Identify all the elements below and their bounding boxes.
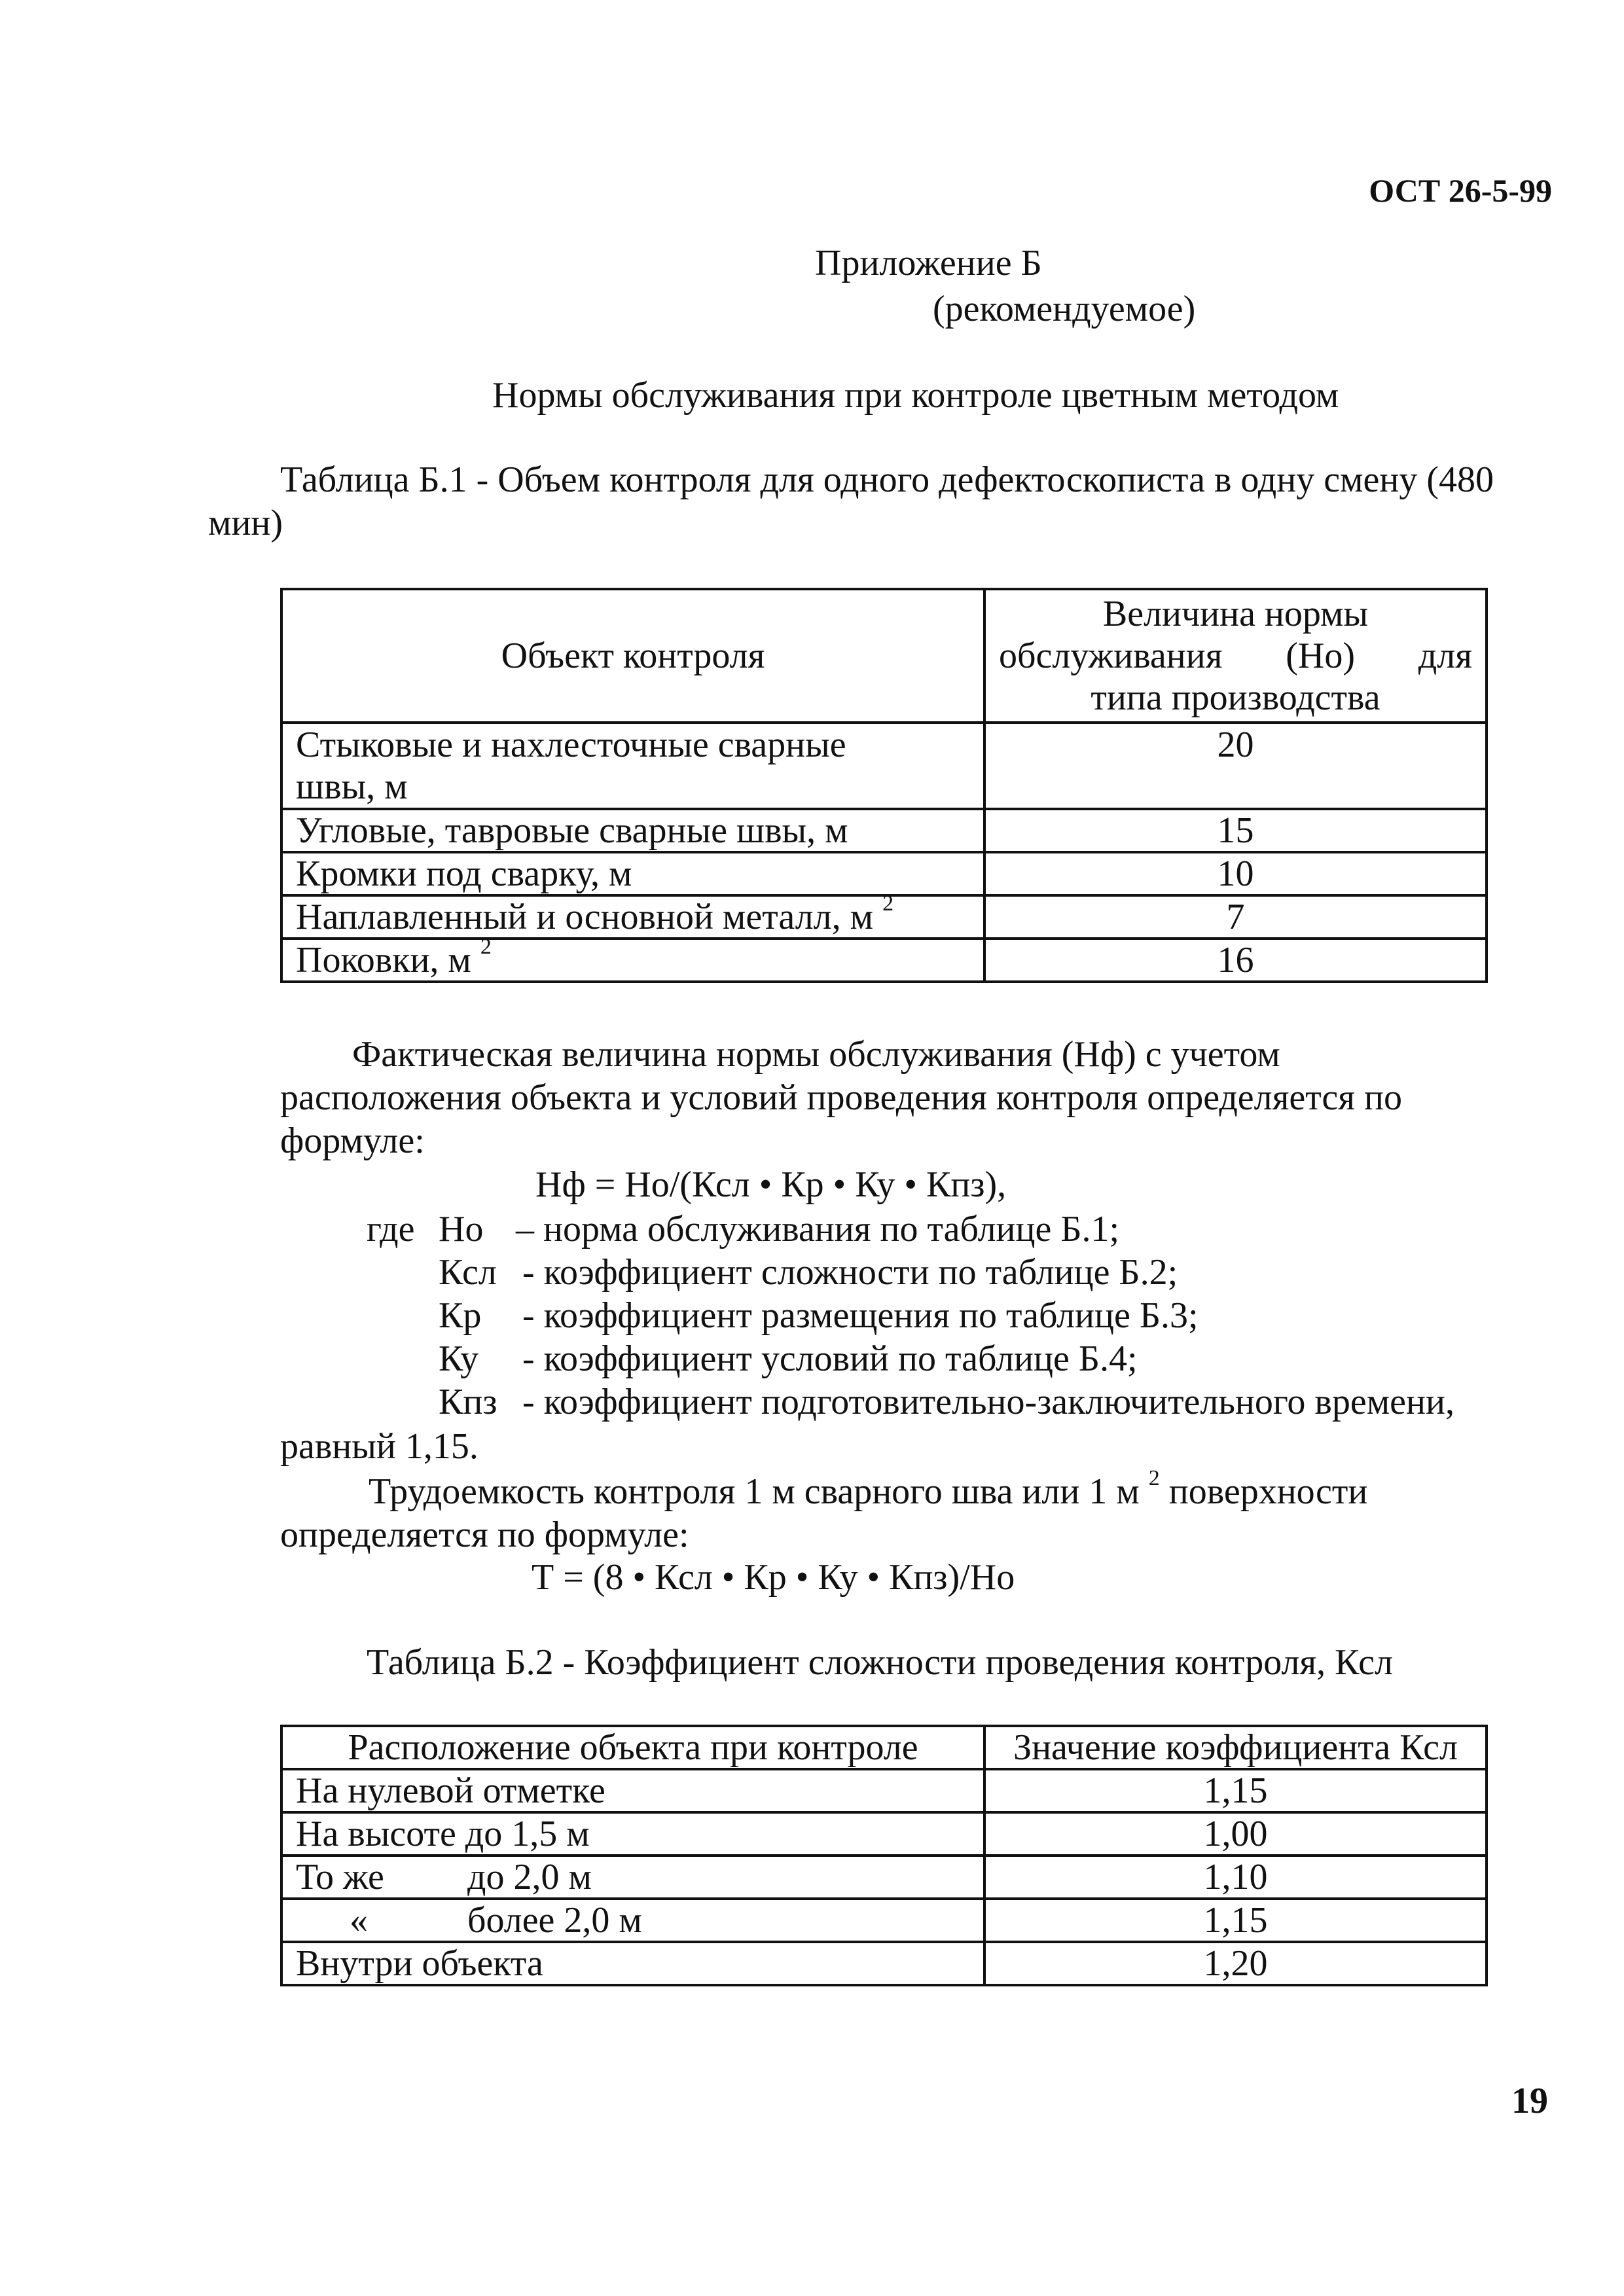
table2-header-row	[281, 1726, 1487, 1769]
definition-symbol: Но	[439, 1209, 484, 1249]
table1-object-cell: Угловые, тавровые сварные швы, м	[281, 809, 984, 852]
table2-location-prefix: «	[350, 1900, 368, 1941]
definition-prefix	[367, 1380, 439, 1424]
formula-definitions	[367, 1208, 1454, 1424]
table2-value-cell: 1,15	[984, 1769, 1487, 1812]
paragraph2-part2: поверхности определяется по формуле:	[280, 1471, 1368, 1555]
definition-text: - коэффициент размещения по таблице Б.3;	[522, 1295, 1199, 1336]
table1-object-line1: Стыковые и нахлесточные сварные	[296, 725, 846, 765]
definition-prefix	[367, 1294, 439, 1337]
table-row	[281, 1899, 1487, 1942]
formula-actual-norm: Нф = Но/(Ксл • Кр • Ку • Кпз),	[535, 1164, 1007, 1205]
table1-object-text: Наплавленный и основной металл, м	[296, 897, 874, 937]
formula-labor-intensity: Т = (8 • Ксл • Кр • Ку • Кпз)/Но	[532, 1557, 1015, 1598]
table2-location-cell	[281, 1899, 984, 1942]
section-title: Нормы обслуживания при контроле цветным методом	[492, 375, 1339, 416]
table2-value-cell: 1,20	[984, 1942, 1487, 1985]
table2	[280, 1725, 1488, 1986]
definition-text: - коэффициент условий по таблице Б.4;	[522, 1338, 1138, 1379]
table1-object-cell: Кромки под сварку, м	[281, 852, 984, 895]
table1-object-text: Поковки, м	[296, 940, 471, 980]
table1-value-cell: 20	[984, 723, 1487, 809]
appendix-subtitle: (рекомендуемое)	[933, 289, 1196, 329]
definition-row	[367, 1380, 1454, 1424]
table1-object-cell	[281, 891, 984, 939]
table-row	[281, 852, 1487, 895]
paragraph-labor-intensity	[280, 1466, 1498, 1556]
definition-symbol: Кпз	[439, 1382, 497, 1422]
table2-col2-header: Значение коэффициента Ксл	[984, 1726, 1487, 1769]
definition-row	[367, 1208, 1454, 1251]
table1-col2-header-line1: Величина нормы	[1102, 594, 1369, 634]
definition-symbol: Кр	[439, 1295, 482, 1336]
table1-object-cell	[281, 935, 984, 982]
superscript: 2	[1148, 1466, 1160, 1490]
superscript: 2	[480, 935, 492, 959]
definition-prefix	[367, 1337, 439, 1380]
table-row	[281, 723, 1487, 809]
table2-value-cell: 1,00	[984, 1812, 1487, 1856]
table1-header-row	[281, 589, 1487, 723]
definitions-continuation: равный 1,15.	[280, 1426, 478, 1467]
paragraph2-part1: Трудоемкость контроля 1 м сварного шва или 1 м	[369, 1471, 1140, 1512]
table2-location-cell	[281, 1856, 984, 1899]
table-row	[281, 939, 1487, 982]
appendix-title: Приложение Б	[815, 243, 1042, 283]
table2-value-cell: 1,10	[984, 1856, 1487, 1899]
table2-value-cell: 1,15	[984, 1899, 1487, 1942]
table-row	[281, 895, 1487, 939]
table1-value-cell: 7	[984, 895, 1487, 939]
table1-col2-header-line3: типа производства	[1091, 677, 1380, 718]
table1-caption: Таблица Б.1 - Объем контроля для одного дефектоскописта в одну смену (480 мин)	[208, 459, 1494, 543]
table-row	[281, 1856, 1487, 1899]
table1-col1-header: Объект контроля	[281, 589, 984, 723]
superscript: 2	[882, 891, 894, 916]
table2-location-cell: На нулевой отметке	[281, 1769, 984, 1812]
definition-symbol: Ку	[439, 1338, 479, 1379]
definition-prefix: где	[367, 1209, 415, 1249]
table2-col1-header: Расположение объекта при контроле	[281, 1726, 984, 1769]
definition-text: – норма обслуживания по таблице Б.1;	[516, 1209, 1120, 1249]
definition-text: - коэффициент сложности по таблице Б.2;	[522, 1252, 1178, 1293]
table1-value-cell: 16	[984, 939, 1487, 982]
paragraph-actual-norm: Фактическая величина нормы обслуживания (Нф) с учетом расположения объекта и условий проведения контроля определяется по формуле:	[280, 1034, 1402, 1161]
definition-row	[367, 1337, 1454, 1380]
table1	[280, 588, 1488, 983]
table-row	[281, 809, 1487, 852]
document-code: ОСТ 26-5-99	[1369, 172, 1552, 209]
table2-location-prefix: То же	[296, 1857, 384, 1897]
definition-prefix	[367, 1251, 439, 1294]
table-row	[281, 1812, 1487, 1856]
definition-text: - коэффициент подготовительно-заключительного времени,	[522, 1382, 1454, 1422]
page-number: 19	[1511, 2081, 1548, 2121]
table2-location-cell: Внутри объекта	[281, 1942, 984, 1985]
definition-row	[367, 1251, 1454, 1294]
table1-col2-header-line2: обслуживания (Но) для	[999, 636, 1472, 676]
table1-object-cell	[281, 723, 984, 809]
table-row	[281, 1769, 1487, 1812]
table2-location-cell: На высоте до 1,5 м	[281, 1812, 984, 1856]
table2-caption: Таблица Б.2 - Коэффициент сложности проведения контроля, Ксл	[367, 1642, 1393, 1683]
table1-value-cell: 10	[984, 852, 1487, 895]
table-row	[281, 1942, 1487, 1985]
table2-location-detail: более 2,0 м	[467, 1900, 642, 1941]
definition-symbol: Ксл	[439, 1252, 497, 1293]
definition-row	[367, 1294, 1454, 1337]
table1-value-cell: 15	[984, 809, 1487, 852]
table1-col2-header	[984, 589, 1487, 723]
table2-location-detail: до 2,0 м	[467, 1857, 592, 1897]
table1-object-line2: швы, м	[296, 766, 408, 807]
